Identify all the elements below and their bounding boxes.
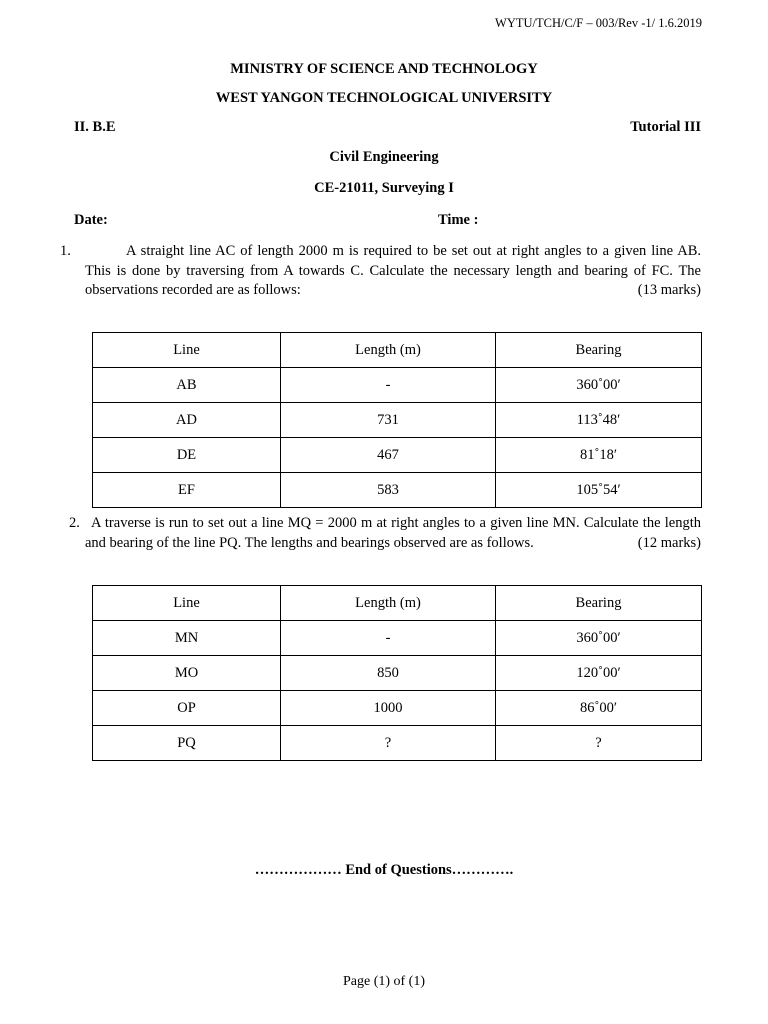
- table-cell: MO: [93, 656, 281, 691]
- question-1: [60, 242, 701, 301]
- department-heading: Civil Engineering: [329, 149, 439, 165]
- column-header: Length (m): [281, 333, 496, 368]
- ministry-heading: MINISTRY OF SCIENCE AND TECHNOLOGY: [230, 61, 538, 77]
- question-number: 2.: [69, 515, 80, 531]
- table-cell: 467: [281, 438, 496, 473]
- university-heading: WEST YANGON TECHNOLOGICAL UNIVERSITY: [215, 90, 553, 106]
- table-cell: EF: [93, 473, 281, 508]
- year-label: II. B.E: [74, 119, 116, 135]
- table-cell: OP: [93, 691, 281, 726]
- column-header: Bearing: [496, 586, 702, 621]
- table-row: [93, 368, 702, 403]
- marks-label: (13 marks): [637, 282, 701, 298]
- table-header-row: [93, 586, 702, 621]
- table-row: [93, 473, 702, 508]
- question-2: [69, 514, 701, 553]
- table-cell: 360˚00′: [496, 368, 702, 403]
- end-of-questions: ……………… End of Questions………….: [254, 862, 514, 878]
- observation-table-2: [92, 585, 702, 761]
- table-cell: ?: [496, 726, 702, 761]
- table-cell: 81˚18′: [496, 438, 702, 473]
- table-row: [93, 726, 702, 761]
- table-cell: MN: [93, 621, 281, 656]
- page-number: Page (1) of (1): [342, 974, 426, 989]
- table-row: [93, 403, 702, 438]
- time-label: Time :: [438, 212, 479, 228]
- table-cell: ?: [281, 726, 496, 761]
- table-cell: 120˚00′: [496, 656, 702, 691]
- table-cell: 850: [281, 656, 496, 691]
- observation-table-1: [92, 332, 702, 508]
- column-header: Length (m): [281, 586, 496, 621]
- table-cell: DE: [93, 438, 281, 473]
- table-cell: AD: [93, 403, 281, 438]
- document-reference: WYTU/TCH/C/F – 003/Rev -1/ 1.6.2019: [495, 16, 702, 30]
- table-cell: 1000: [281, 691, 496, 726]
- column-header: Line: [93, 333, 281, 368]
- table-row: [93, 656, 702, 691]
- question-number: 1.: [60, 243, 71, 259]
- table-row: [93, 438, 702, 473]
- column-header: Line: [93, 586, 281, 621]
- table-cell: -: [281, 368, 496, 403]
- table-cell: PQ: [93, 726, 281, 761]
- course-heading: CE-21011, Surveying I: [314, 180, 454, 196]
- tutorial-label: Tutorial III: [630, 119, 701, 135]
- table-cell: 360˚00′: [496, 621, 702, 656]
- table-row: [93, 621, 702, 656]
- table-cell: AB: [93, 368, 281, 403]
- date-label: Date:: [74, 212, 108, 228]
- question-text: A straight line AC of length 2000 m is required to be set out at right angles to a given line AB. This is done by traversing from A towards C. Calculate the necessary length and bearing of FC. The observations recorded are as follows:: [85, 243, 701, 298]
- table-cell: 583: [281, 473, 496, 508]
- question-text: A traverse is run to set out a line MQ = 2000 m at right angles to a given line MN. Calculate the length and bearing of the line PQ. The lengths and bearings observed are as follows.: [85, 515, 701, 551]
- table-cell: 86˚00′: [496, 691, 702, 726]
- table-cell: -: [281, 621, 496, 656]
- table-cell: 105˚54′: [496, 473, 702, 508]
- column-header: Bearing: [496, 333, 702, 368]
- table-row: [93, 691, 702, 726]
- table-header-row: [93, 333, 702, 368]
- marks-label: (12 marks): [637, 534, 701, 551]
- table-cell: 731: [281, 403, 496, 438]
- table-cell: 113˚48′: [496, 403, 702, 438]
